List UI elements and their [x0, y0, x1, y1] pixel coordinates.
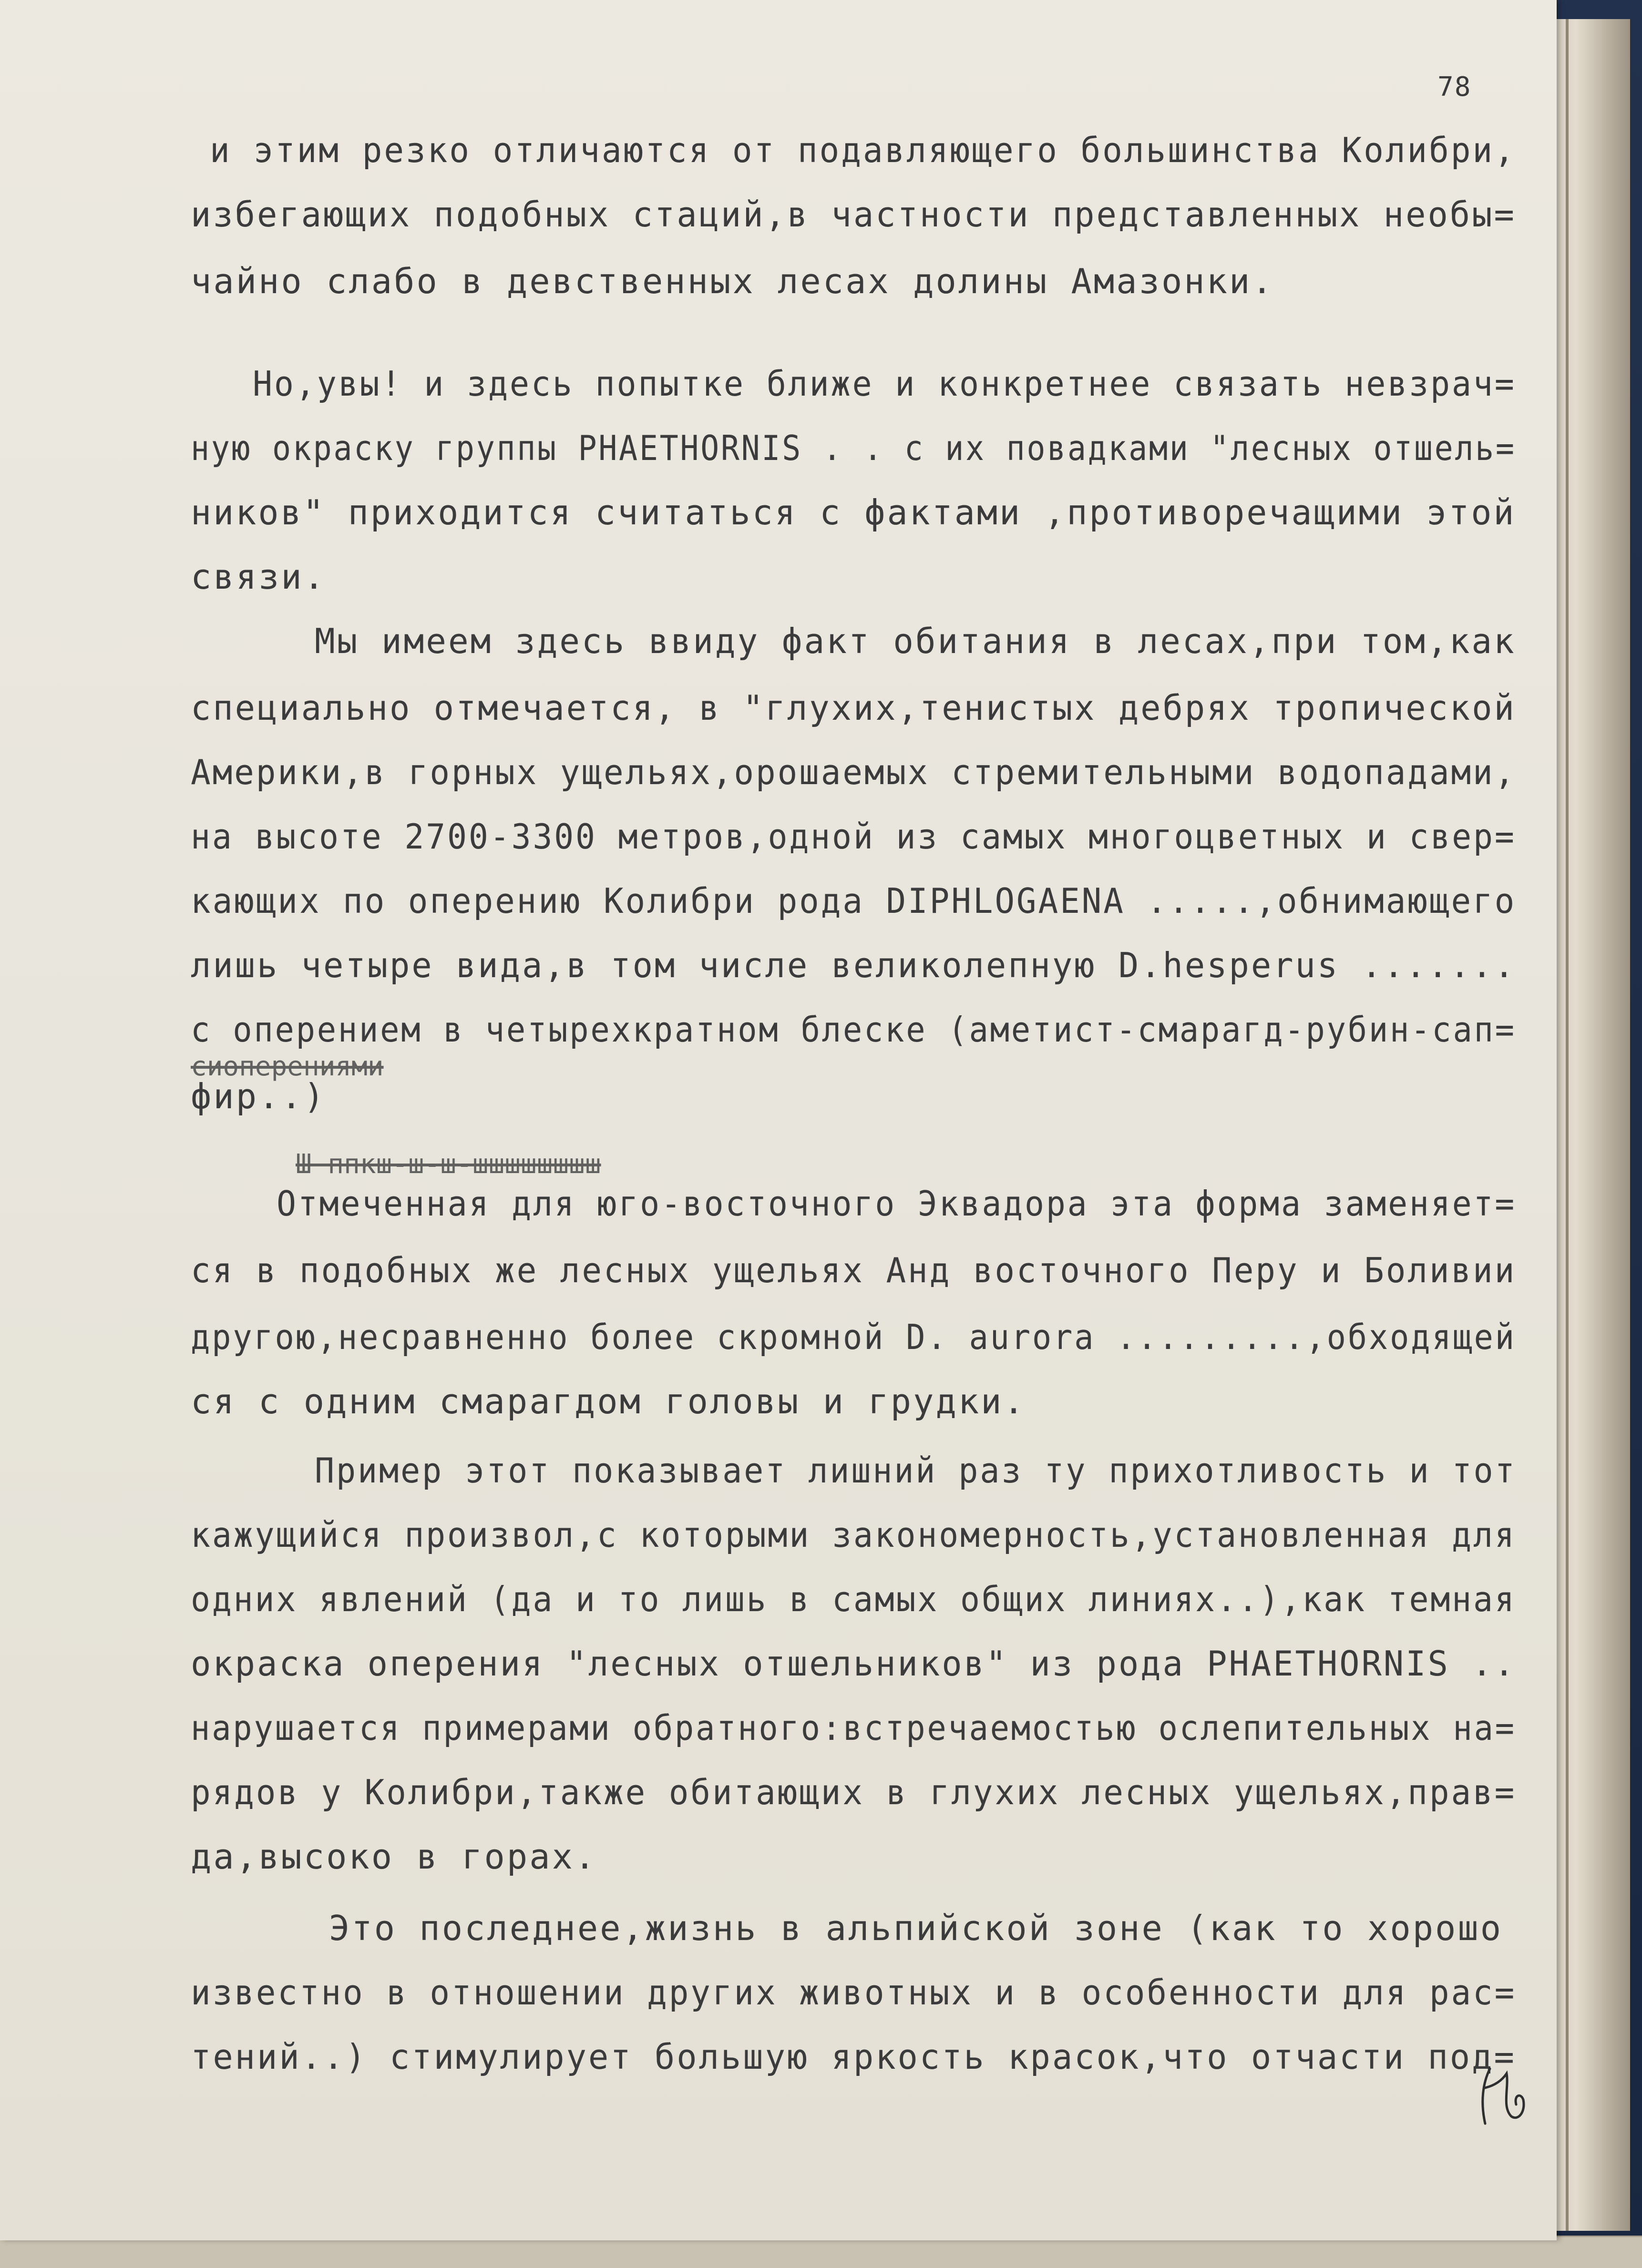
text-line: другою,несравненно более скромной D. aurora .........,обходящей — [191, 1317, 1516, 1357]
text-line: лишь четыре вида,в том числе великолепную D.hesperus ....... — [191, 945, 1516, 985]
text-line: кажущийся произвол,с которыми закономерность,установленная для — [191, 1515, 1516, 1555]
text-line: окраска оперения "лесных отшельников" из рода PHAETHORNIS .. — [191, 1644, 1516, 1684]
struck-out-text: сиоперениями — [191, 1051, 384, 1082]
text-line: Отмеченная для юго-восточного Эквадора эта форма заменяет= — [277, 1184, 1517, 1224]
text-line: на высоте 2700-3300 метров,одной из самых многоцветных и свер= — [191, 817, 1516, 857]
text-line: и этим резко отличаются от подавляющего большинства Колибри, — [210, 130, 1516, 170]
text-line: рядов у Колибри,также обитающих в глухих лесных ущельях,прав= — [191, 1772, 1517, 1812]
text-line: ся с одним смарагдом головы и грудки. — [191, 1381, 1026, 1421]
text-line: чайно слабо в девственных лесах долины Амазонки. — [191, 261, 1274, 301]
text-line: специально отмечается, в "глухих,тенистых дебрях тропической — [191, 688, 1516, 728]
struck-out-text: Ш ппкш-ш-ш-шшшшшшшш — [296, 1149, 601, 1180]
text-line: Но,увы! и здесь попытке ближе и конкретнее связать невзрач= — [253, 364, 1516, 404]
text-line: Пример этот показывает лишний раз ту прихотливость и тот — [315, 1451, 1517, 1491]
underlying-pages-bottom — [0, 2236, 1642, 2268]
text-line: Мы имеем здесь ввиду факт обитания в лесах,при том,как — [315, 621, 1516, 661]
text-line: связи. — [191, 557, 327, 597]
text-line: фир..) — [191, 1076, 327, 1116]
text-line: ников" приходится считаться с фактами ,противоречащими этой — [191, 492, 1516, 532]
text-line: да,высоко в горах. — [191, 1837, 597, 1877]
text-line: кающих по оперению Колибри рода DIPHLOGAENA .....,обнимающего — [191, 881, 1517, 921]
page-number: 78 — [1437, 72, 1472, 102]
underlying-pages-edge — [1545, 19, 1630, 2231]
text-line: Америки,в горных ущельях,орошаемых стремительными водопадами, — [191, 752, 1517, 792]
handwritten-signature — [1473, 2059, 1535, 2131]
text-line: Это последнее,жизнь в альпийской зоне (как то хорошо — [329, 1908, 1503, 1948]
text-line: ся в подобных же лесных ущельях Анд восточного Перу и Боливии — [191, 1250, 1517, 1290]
text-line: тений..) стимулирует большую яркость красок,что отчасти под= — [191, 2037, 1516, 2077]
text-line: ную окраску группы PHAETHORNIS . . с их повадками "лесных отшель= — [191, 428, 1516, 468]
text-line: избегающих подобных стаций,в частности представленных необы= — [191, 194, 1516, 235]
text-line: с оперением в четырехкратном блеске (аметист-смарагд-рубин-сап= — [191, 1010, 1516, 1050]
text-line: известно в отношении других животных и в особенности для рас= — [191, 1972, 1517, 2013]
text-line: нарушается примерами обратного:встречаемостью ослепительных на= — [191, 1708, 1516, 1748]
text-line: одних явлений (да и то лишь в самых общих линиях..),как темная — [191, 1579, 1516, 1619]
